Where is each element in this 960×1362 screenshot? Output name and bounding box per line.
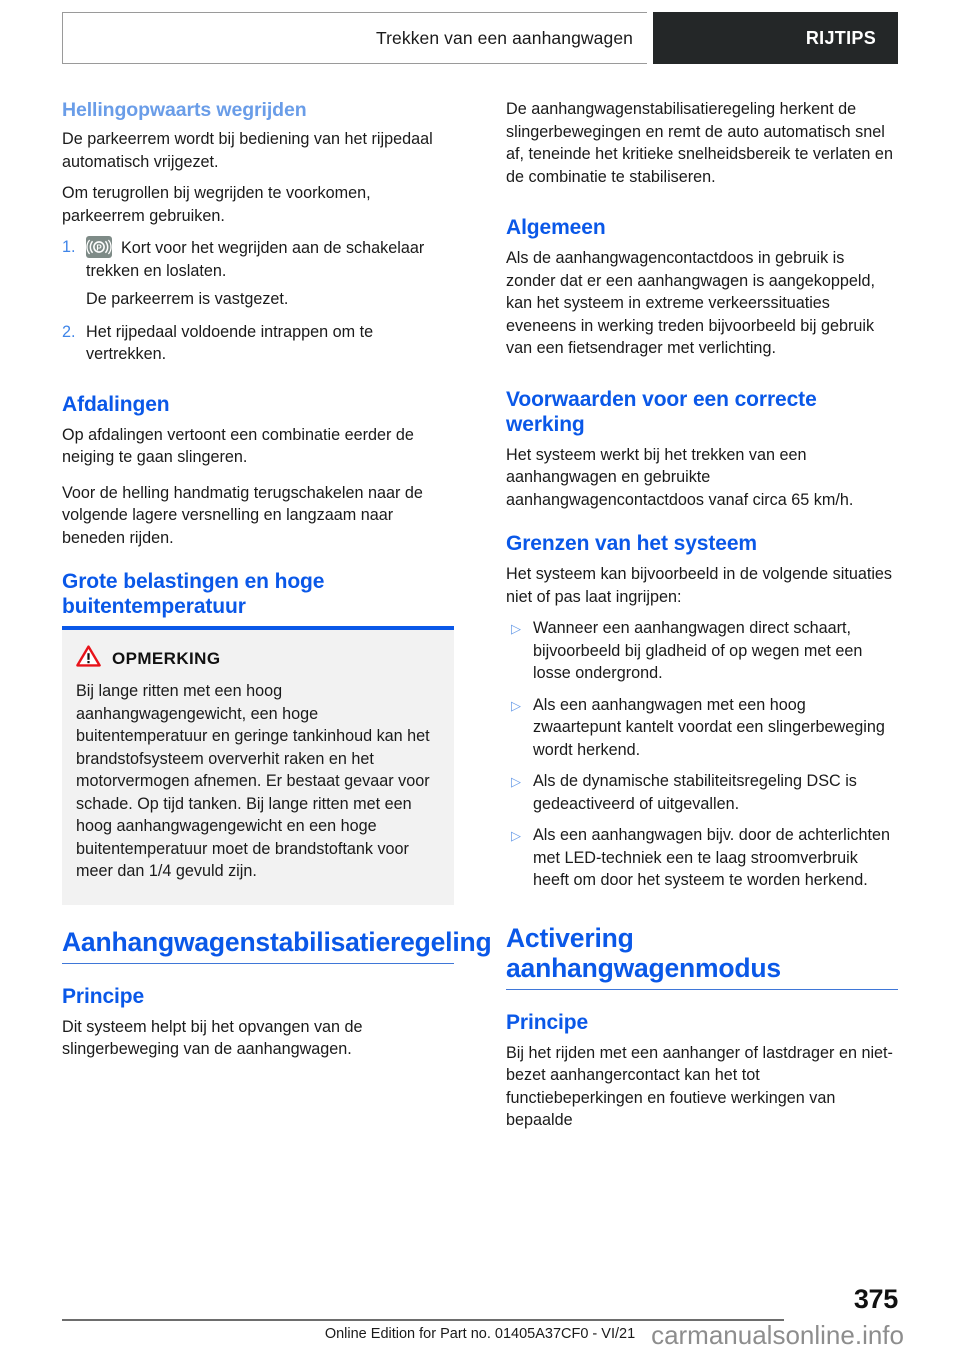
page-header	[62, 12, 898, 64]
grenzen-intro: Het systeem kan bijvoorbeeld in de volgende situaties niet of pas laat ingrijpen:	[506, 565, 893, 606]
step-result: De parkeerrem is vastgezet.	[86, 290, 289, 308]
right-column	[506, 98, 898, 1145]
step-text: Kort voor het wegrijden aan de schakelaar trekken en loslaten.	[86, 239, 425, 280]
bullet-text: Als de dynamische stabiliteitsregeling DSC is gedeactiveerd of uitgevallen.	[533, 772, 857, 813]
grenzen-bullet-list	[506, 617, 898, 892]
list-item	[506, 824, 898, 892]
page-footer	[62, 1276, 904, 1362]
step-number: 2.	[62, 322, 76, 341]
watermark-carmanualsonline: carmanualsonline.info	[651, 1320, 904, 1350]
list-item	[62, 236, 454, 317]
algemeen-text: Als de aanhangwagencontactdoos in gebruik is zonder dat er een aanhangwagen is aangekoppeld, kan het systeem in extreme verkeerssituaties eveneens in werking treden bijvoorbeeld bij gebruik van een fietsendrager met verlichting.	[506, 249, 876, 357]
spacer	[506, 373, 898, 387]
list-item	[506, 694, 898, 762]
heading-algemeen: Algemeen	[506, 216, 606, 239]
spacer	[62, 905, 454, 927]
uphill-steps-list	[62, 236, 454, 366]
note-box-opmerking	[62, 626, 454, 905]
heading-grenzen: Grenzen van het systeem	[506, 532, 757, 555]
downhill-paragraph-1: Op afdalingen vertoont een combinatie eerder de neiging te gaan slingeren.	[62, 425, 414, 466]
triangle-bullet-icon: ▷	[511, 774, 521, 789]
spacer	[506, 901, 898, 923]
spacer	[62, 562, 454, 569]
voorwaarden-text: Het systeem werkt bij het trekken van een aanhangwagen en gebruikte aanhangwagencontactdoos vanaf circa 65 km/h.	[506, 445, 854, 509]
section-title-aanhangwagenstabilisatieregeling: Aanhangwagenstabilisatieregeling	[62, 926, 492, 957]
heading-principe-left: Principe	[62, 984, 145, 1008]
page-number: 375	[853, 1284, 898, 1314]
parking-brake-icon	[86, 236, 112, 258]
spacer	[506, 524, 898, 531]
uphill-paragraph-2: Om terugrollen bij wegrijden te voorkomen, parkeerrem gebruiken.	[62, 184, 371, 225]
bullet-text: Wanneer een aanhangwagen direct schaart, bijvoorbeeld bij gladheid of op wegen met een losse ondergrond.	[533, 619, 863, 682]
page-content	[62, 98, 898, 1145]
downhill-paragraph-2: Voor de helling handmatig terugschakelen naar de volgende lagere versnelling en langzaam naar beneden rijden.	[62, 483, 423, 547]
header-section-box	[653, 12, 898, 64]
heading-hellingopwaarts-wegrijden: Hellingopwaarts wegrijden	[62, 99, 307, 121]
principe-right-text: Bij het rijden met een aanhanger of lastdrager en niet-bezet aanhangercontact kan het tot functiebeperkingen en foutieve werkingen van bepaalde	[506, 1043, 893, 1129]
list-item	[506, 770, 898, 815]
header-chapter-title: Trekken van een aanhangwagen	[375, 27, 633, 48]
left-column	[62, 98, 492, 1145]
heading-afdalingen: Afdalingen	[62, 392, 170, 416]
footer-edition-text: Online Edition for Part no. 01405A37CF0 - VI/21	[324, 1326, 636, 1342]
step-number: 1.	[62, 238, 76, 256]
header-section-title: RIJTIPS	[805, 27, 876, 48]
list-item	[62, 321, 454, 366]
heading-voorwaarden: Voorwaarden voor een correcte werking	[506, 387, 817, 436]
triangle-bullet-icon: ▷	[511, 697, 521, 713]
note-title: OPMERKING	[112, 648, 221, 668]
spacer	[506, 201, 898, 215]
principe-left-text: Dit systeem helpt bij het opvangen van de slingerbeweging van de aanhangwagen.	[62, 1017, 363, 1058]
header-chapter-box	[62, 12, 647, 64]
list-item	[506, 617, 898, 685]
spacer	[62, 370, 454, 392]
svg-text:P: P	[96, 243, 102, 253]
heading-grote-belastingen: Grote belastingen en hoge buitentemperatuur	[62, 570, 325, 618]
triangle-bullet-icon: ▷	[511, 621, 521, 636]
bullet-text: Als een aanhangwagen bijv. door de achterlichten met LED-techniek een te laag stroomverbruik heeft om door het systeem te worden herkend.	[533, 826, 890, 889]
step-content	[86, 236, 454, 317]
step-text: Het rijpedaal voldoende intrappen om te vertrekken.	[86, 322, 374, 363]
section-title-rule	[506, 989, 898, 990]
uphill-paragraph-1: De parkeerrem wordt bij bediening van het rijpedaal automatisch vrijgezet.	[62, 130, 433, 171]
note-header	[76, 645, 438, 672]
section-title-activering-aanhangwagenmodus: Activering aanhangwagenmodus	[506, 922, 781, 983]
section-title-rule	[62, 963, 454, 964]
heading-principe-right: Principe	[506, 1010, 589, 1034]
bullet-text: Als een aanhangwagen met een hoog zwaartepunt kantelt voordat een slingerbeweging wordt herkend.	[533, 695, 885, 759]
warning-triangle-icon	[76, 645, 101, 672]
note-body: Bij lange ritten met een hoog aanhangwagengewicht, een hoge buitentemperatuur en geringe tankinhoud kan het brandstofsysteem oververhit raken en het motorvermogen afnemen. Er bestaat gevaar voor schade. Op tijd tanken. Bij lange ritten met een hoog aanhangwagengewicht en een hoge buitentemperatuur moet de brandstoftank voor meer dan 1/4 gevuld zijn.	[76, 682, 430, 880]
intro-paragraph: De aanhangwagenstabilisatieregeling herkent de slingerbewegingen en remt de auto automatisch snel af, teneinde het kritieke snelheidsbereik te verlaten en de combinatie te stabiliseren.	[506, 100, 893, 186]
triangle-bullet-icon: ▷	[511, 828, 521, 843]
